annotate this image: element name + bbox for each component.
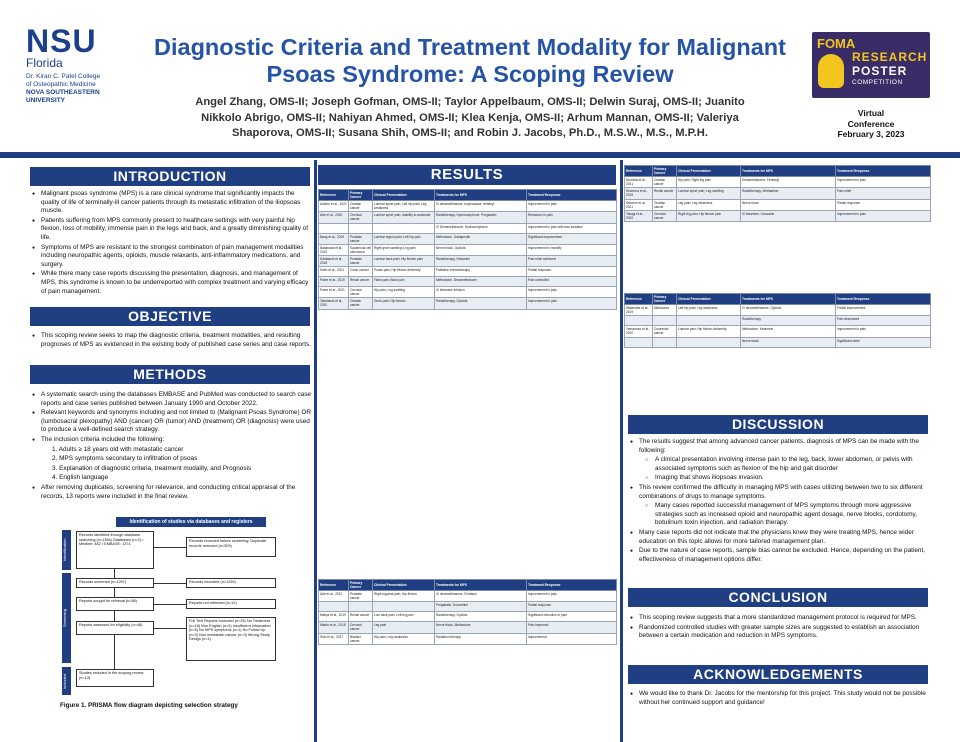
- table-cell: Paine et al., 2019: [319, 277, 349, 287]
- table-cell: Colorectal cancer: [653, 326, 677, 337]
- table-cell: Kahn et al., 2021: [319, 267, 349, 277]
- prisma-box-excluded: Records excluded (n=1239): [186, 578, 276, 588]
- sub-list-item: ○ A clinical presentation involving intense pain to the leg, back, lower abdomen, or pelvis with associated symptoms such as flexion of the hip and gait disorder: [630, 456, 928, 473]
- table-row: [625, 188, 931, 199]
- table-cell: Improvement in pain: [836, 177, 931, 188]
- poster-header: [0, 0, 960, 152]
- discussion-heading: DISCUSSION: [628, 415, 928, 434]
- table-cell: Dexamethasone, Fentanyl: [741, 177, 836, 188]
- table-cell: Radiation therapy: [435, 633, 527, 644]
- introduction-heading: INTRODUCTION: [30, 167, 310, 186]
- table-header-cell: Treatments for MPS: [741, 166, 836, 177]
- table-cell: Paine et al., 2021: [319, 287, 349, 298]
- list-item: ● Symptoms of MPS are resistant to the strongest combination of pain management modalities including neuropathic agents, opioids, muscle relaxants, anti-inflammatory medications, and surgery.: [32, 244, 312, 270]
- list-item: ● A systematic search using the databases EMBASE and PubMed was conducted to search case reports and case series published between January 1990 and October 2022.: [32, 391, 312, 408]
- nsu-college: Dr. Kiran C. Patel College of Osteopathic Medicine NOVA SOUTHEASTERN UNIVERSITY: [26, 73, 101, 104]
- table-row: [625, 305, 931, 316]
- prisma-title: Identification of studies via databases and registers: [116, 517, 266, 527]
- table-header-cell: Clinical Presentation: [677, 294, 741, 305]
- table-cell: Takagi et al., 2020: [625, 210, 653, 221]
- figure-caption: Figure 1. PRISMA flow diagram depicting selection strategy: [60, 702, 238, 709]
- table-row: [319, 287, 617, 298]
- table-cell: Abe et al., 2020: [319, 212, 349, 223]
- table-cell: Psoas pain; Hip flexion deformity: [373, 267, 435, 277]
- table-cell: Lumbar spine pain; Inability to ambulate: [373, 212, 435, 223]
- table-cell: Melanoma: [653, 305, 677, 316]
- foma-mark: FOMA: [817, 36, 856, 51]
- prisma-box-screened: Records screened (n=1297): [76, 578, 154, 588]
- table-cell: Prostate cancer: [349, 255, 373, 266]
- prisma-arrow: [114, 588, 115, 597]
- prisma-arrow: [154, 583, 186, 584]
- table-cell: Shomura et al., 2019: [625, 188, 653, 199]
- table-cell: Lumbar spine pain; Leg swelling: [677, 188, 741, 199]
- results-table-4: [624, 293, 931, 348]
- list-item: ● Malignant psoas syndrome (MPS) is a rare clinical syndrome that significantly impacts the quality of life of terminally-ill cancer patients through its metastatic infiltration of the iliopsoas muscle.: [32, 190, 312, 216]
- sub-list-item: ○ Imaging that shows iliopsoas invasion.: [630, 474, 928, 483]
- table-row: [319, 633, 617, 644]
- table-row: [319, 622, 617, 633]
- list-item: ● Many case reports did not indicate that the physicians knew they were treating MPS, hence wider education on this topic allows for more tailored management plan.: [630, 529, 928, 546]
- prisma-stage-screening: Screening: [62, 573, 71, 663]
- table-header-cell: Reference: [625, 294, 653, 305]
- table-row: [319, 212, 617, 223]
- table-cell: [653, 316, 677, 326]
- list-item: ● The results suggest that among advanced cancer patients, diagnosis of MPS can be made with the following:: [630, 438, 928, 455]
- prisma-stage-identification: Identification: [62, 530, 71, 570]
- table-cell: Improvement in pain: [527, 201, 617, 212]
- results-heading: RESULTS: [318, 165, 616, 185]
- table-cell: [349, 602, 373, 612]
- table-cell: Radiotherapy, Methadone: [741, 188, 836, 199]
- table-header-cell: Clinical Presentation: [373, 190, 435, 201]
- methods-heading: METHODS: [30, 365, 310, 384]
- table-cell: IV ketamine, Lidocaine: [741, 210, 836, 221]
- table-cell: Improvement in pain: [527, 591, 617, 602]
- table-row: [319, 201, 617, 212]
- table-cell: Significant improvement: [527, 233, 617, 244]
- table-header-cell: Reference: [319, 580, 349, 591]
- table-cell: Martin et al., 2018: [319, 622, 349, 633]
- prisma-arrow: [114, 611, 115, 621]
- header-divider: [0, 152, 960, 158]
- table-row: [319, 244, 617, 255]
- table-cell: Cervical cancer: [653, 210, 677, 221]
- prisma-box-fulltext-excluded: Full Text Reports excluded (n=33) No Treatment (n=18) Non English (n=4) Insufficient information (n=5) No MPS symptoms (n=1) No Follow Up (n=0) Non metastatic cancer (n=3) Wrong Study Design (n=1): [186, 617, 276, 661]
- nsu-mark: NSU: [26, 23, 97, 59]
- table-cell: Basanaad et al., 2019: [319, 244, 349, 255]
- list-item: ● The inclusion criteria included the following:: [32, 436, 312, 445]
- table-header-cell: Primary Cancer: [349, 580, 373, 591]
- author-list: Angel Zhang, OMS-II; Joseph Gofman, OMS-II; Taylor Appelbaum, OMS-II; Delwin Suraj, OMS-II; Juanito Nikkolo Abrigo, OMS-II; Nahiyan Ahmed, OMS-II; Klea Kenja, OMS-II; Arhum Mannan, OMS-II; Valeriya Shaporova, OMS-II; Susana Shih, OMS-II; and Robin J. Jacobs, Ph.D., M.S.W., M.S., M.P.H.: [195, 96, 745, 139]
- table-cell: Rectal cancer: [349, 612, 373, 622]
- table-cell: [625, 337, 653, 347]
- table-row: [319, 602, 617, 612]
- table-cell: Improvement in pain: [836, 210, 931, 221]
- table-header-cell: Reference: [625, 166, 653, 177]
- table-header-cell: Treatment Response: [836, 166, 931, 177]
- table-cell: Methadone, Ketamine: [741, 326, 836, 337]
- sub-list-item: ○ Many cases reported successful management of MPS symptoms through more aggressive strategies such as increased opioid and neuropathic agent dosage, nerve blocks, cordotomy, botulinum toxin injection, and radiation therapy.: [630, 502, 928, 528]
- acknowledgements-body: [630, 690, 928, 708]
- table-row: [625, 199, 931, 210]
- table-cell: [373, 223, 435, 233]
- table-cell: Radiotherapy: [741, 316, 836, 326]
- prisma-arrow: [154, 628, 186, 629]
- table-cell: IV dexamethasone, Fentanyl: [435, 591, 527, 602]
- prisma-arrow: [154, 604, 186, 605]
- list-item: ● This scoping review suggests that a more standardized management protocol is required for MPS.: [630, 614, 928, 623]
- objective-heading: OBJECTIVE: [30, 307, 310, 326]
- criteria-item: 4. English language: [52, 474, 109, 482]
- table-cell: Leg pain: [373, 622, 435, 633]
- prisma-arrow: [114, 569, 115, 578]
- table-cell: Karabachi et al., 2018: [319, 255, 349, 266]
- prisma-box-identified: Records identified through database searching (n=1356) Databases (n=2) • Medline: 482 • EMBASE: 1374: [76, 531, 154, 569]
- table-row: [319, 612, 617, 622]
- table-cell: Pain controlled: [527, 277, 617, 287]
- table-cell: Cervical cancer: [349, 287, 373, 298]
- conclusion-heading: CONCLUSION: [628, 588, 928, 607]
- conclusion-body: [630, 614, 928, 642]
- table-cell: Shin et al., 2017: [319, 633, 349, 644]
- nsu-logo: [26, 23, 134, 105]
- table-cell: Partial response: [836, 199, 931, 210]
- prisma-arrow: [154, 547, 186, 548]
- table-cell: Lumbar back pain; Hip flexion pain: [373, 255, 435, 266]
- table-cell: Radiotherapy, Opioids: [435, 298, 527, 309]
- table-cell: [373, 602, 435, 612]
- table-row: [625, 210, 931, 221]
- table-cell: Mallya et al., 2019: [319, 612, 349, 622]
- table-cell: Pain relief: [836, 188, 931, 199]
- table-header-cell: Treatment Response: [527, 580, 617, 591]
- table-cell: Low back pain; Left leg pain: [373, 612, 435, 622]
- column-divider: [314, 160, 317, 742]
- table-cell: Left hip pain; Leg weakness: [677, 305, 741, 316]
- results-table-1: [318, 189, 617, 310]
- table-header-cell: Clinical Presentation: [677, 166, 741, 177]
- table-row: [625, 326, 931, 337]
- table-cell: Nerve block, Methadone: [435, 622, 527, 633]
- table-cell: Right leg pain; Hip flexion pain: [677, 210, 741, 221]
- table-cell: [677, 337, 741, 347]
- prisma-box-duplicates: Records removed before screening: Duplicate records removed (n=309): [186, 537, 276, 557]
- table-cell: Hip pain; Leg swelling: [373, 287, 435, 298]
- criteria-item: 1. Adults ≥ 18 years old with metastatic cancer: [52, 445, 184, 453]
- table-cell: [319, 223, 349, 233]
- list-item: ● While there many case reports discussing the presentation, diagnosis, and management of MPS, this syndrome is known to be underreported with complex treatment and varying efficacy of pain management.: [32, 270, 312, 296]
- table-row: [319, 255, 617, 266]
- table-cell: Palliative chemotherapy: [435, 267, 527, 277]
- table-cell: Nuchida et al., 2021: [625, 177, 653, 188]
- table-cell: Partial response: [527, 267, 617, 277]
- table-cell: Nerve block: [741, 337, 836, 347]
- table-cell: Adamu et al., 2021: [319, 201, 349, 212]
- table-cell: Improvement in mobility: [527, 244, 617, 255]
- table-header-cell: Primary Cancer: [653, 166, 677, 177]
- table-cell: Improvement in pain: [836, 326, 931, 337]
- column-divider: [620, 160, 623, 742]
- table-cell: Ovarian cancer: [349, 201, 373, 212]
- table-cell: IV dexamethasone, bupivacaine, fentanyl: [435, 201, 527, 212]
- foma-competition-logo: FOMA RESEARCH POSTER COMPETITION: [812, 32, 930, 98]
- table-cell: Prostate cancer: [349, 591, 373, 602]
- prisma-arrow: [114, 635, 115, 669]
- list-item: ● Patients suffering from MPS commonly present to healthcare settings with very painful hip flexion, loss of mobility, immense pain in the legs and back, and a greatly diminishing quality of life.: [32, 217, 312, 243]
- table-cell: Prostate cancer: [349, 233, 373, 244]
- table-cell: Watanabe et al., 2019: [625, 305, 653, 316]
- conference-info: Virtual Conference February 3, 2023: [837, 108, 905, 139]
- table-cell: Reduction in pain: [527, 212, 617, 223]
- table-cell: Radiotherapy, Ketamine: [435, 255, 527, 266]
- list-item: ● Relevant keywords and synonyms including and not limited to (Malignant Psoas Syndrome) OR (lumbosacral plexopathy) AND (cancer) OR (tumor) AND (treatment) OR (diagnosis) were used to produce a well-defined search strategy.: [32, 409, 312, 435]
- objective-body: [32, 332, 312, 350]
- table-header-cell: Primary Cancer: [349, 190, 373, 201]
- table-cell: [319, 602, 349, 612]
- table-cell: Improvement in pain with less sedation: [527, 223, 617, 233]
- table-cell: Hip pain; Leg weakness: [373, 633, 435, 644]
- list-item: ● This scoping review seeks to map the diagnostic criteria, treatment modalities, and resulting prognoses of MPS as evidenced in the existing body of published case series and case reports.: [32, 332, 312, 349]
- table-cell: IV ketamine infusion: [435, 287, 527, 298]
- table-cell: Groin pain; Hip flexion: [373, 298, 435, 309]
- table-cell: Leg pain; Leg weakness: [677, 199, 741, 210]
- table-header-cell: Clinical Presentation: [373, 580, 435, 591]
- list-item: ● Due to the nature of case reports, sample bias cannot be excluded. Hence, depending on the patient, effectiveness of management options differ.: [630, 547, 928, 564]
- table-row: [625, 337, 931, 347]
- table-cell: Bladder cancer: [349, 633, 373, 644]
- table-header-cell: Primary Cancer: [653, 294, 677, 305]
- table-row: [319, 591, 617, 602]
- table-cell: Pain relief achieved: [527, 255, 617, 266]
- table-cell: Pregabalin, Duloxetine: [435, 602, 527, 612]
- table-header-cell: Treatment Response: [836, 294, 931, 305]
- table-row: [319, 233, 617, 244]
- table-cell: Cervical cancer: [349, 212, 373, 223]
- table-header-cell: Reference: [319, 190, 349, 201]
- acknowledgements-heading: ACKNOWLEDGEMENTS: [628, 665, 928, 684]
- results-table-2: [318, 579, 617, 645]
- prisma-box-included: Studies included in the scoping review (n=13): [76, 669, 154, 687]
- introduction-body: [32, 190, 312, 297]
- table-cell: Flank pain; Back pain: [373, 277, 435, 287]
- table-cell: Squamous cell carcinoma: [350, 245, 371, 254]
- list-item: ● After removing duplicates, screening for relevance, and conducting critical appraisal of the records, 13 reports were included in the final review.: [32, 484, 312, 501]
- criteria-item: 2. MPS symptoms secondary to infiltration of psoas: [52, 455, 198, 463]
- table-cell: Significant reduction in pain: [527, 612, 617, 622]
- table-cell: Lumbar pain; Hip flexion deformity: [677, 326, 741, 337]
- table-cell: Partial response: [527, 602, 617, 612]
- prisma-box-eligibility: Reports assessed for eligibility (n=46): [76, 621, 154, 635]
- table-cell: Ovarian cancer: [349, 298, 373, 309]
- table-cell: Colon cancer: [349, 267, 373, 277]
- table-cell: Pain decreased: [836, 316, 931, 326]
- criteria-item: 3. Explanation of diagnostic criteria, treatment modality, and Prognosis: [52, 464, 252, 472]
- table-cell: Pain improved: [527, 622, 617, 633]
- lightbulb-icon: [818, 54, 844, 88]
- prisma-box-not-retrieved: Reports not retrieved (n=12): [186, 599, 276, 609]
- table-cell: Right groin swelling; Leg pain: [373, 244, 435, 255]
- table-cell: Methadone, Dexamethasone: [435, 277, 527, 287]
- table-cell: Radiotherapy, Hydromorphone, Pregabalin: [435, 212, 527, 223]
- table-cell: Lumbar spine pain; Left hip pain; Leg weakness: [373, 201, 435, 212]
- table-cell: Lumbar region pain; Left hip pain: [373, 233, 435, 244]
- list-item: ● This review confirmed the difficulty in managing MPS with cases utilizing between two to six different combinations of drugs to manage symptoms.: [630, 484, 928, 501]
- table-cell: [625, 316, 653, 326]
- table-cell: Right inguinal pain; Hip flexion: [373, 591, 435, 602]
- table-cell: Cervical cancer: [349, 622, 373, 633]
- table-cell: Improvement in pain: [527, 287, 617, 298]
- table-cell: Ovarian cancer: [653, 177, 677, 188]
- poster-title: Diagnostic Criteria and Treatment Modality for Malignant Psoas Syndrome: A Scoping Review: [154, 34, 786, 87]
- table-header-cell: Treatment Response: [527, 190, 617, 201]
- table-cell: Yamamoto et al., 2020: [625, 326, 653, 337]
- table-header-cell: Treatments for MPS: [435, 190, 527, 201]
- table-row: [319, 267, 617, 277]
- table-cell: Rectal cancer: [349, 277, 373, 287]
- table-cell: Stevens et al., 2021: [625, 199, 653, 210]
- table-cell: IV Dexamethasone, Hydromorphone: [435, 223, 527, 233]
- table-cell: Methadone, Gabapentin: [435, 233, 527, 244]
- table-cell: Improvement in pain: [527, 298, 617, 309]
- table-cell: [677, 316, 741, 326]
- list-item: ● We would like to thank Dr. Jacobs for the mentorship for this project. This study would not be possible without her continued support and guidance!: [630, 690, 928, 707]
- table-cell: IV dexamethasone, Opioids: [741, 305, 836, 316]
- table-cell: [349, 223, 373, 233]
- table-cell: Ovarian cancer: [653, 199, 677, 210]
- table-cell: Partial improvement: [836, 305, 931, 316]
- table-row: [319, 277, 617, 287]
- table-row: [319, 223, 617, 233]
- table-header-cell: Treatments for MPS: [741, 294, 836, 305]
- prisma-flow-diagram: [62, 517, 280, 697]
- nsu-region: Florida: [26, 56, 63, 70]
- table-cell: Improvement: [527, 633, 617, 644]
- results-table-3: [624, 165, 931, 222]
- table-cell: Takahashi et al., 2020: [319, 298, 349, 309]
- prisma-stage-included: Included: [62, 667, 71, 695]
- table-cell: Nerve block, Opioids: [435, 244, 527, 255]
- table-row: [625, 316, 931, 326]
- table-row: [625, 177, 931, 188]
- list-item: ● Randomized controlled studies with greater sample sizes are suggested to establish an association between a certain medication and reduction in MPS symptoms.: [630, 624, 928, 641]
- discussion-body: [630, 438, 928, 565]
- table-cell: Bang et al., 2019: [319, 233, 349, 244]
- table-cell: Rectal cancer: [653, 188, 677, 199]
- prisma-box-retrieval: Reports sought for retrieval (n=58): [76, 597, 154, 611]
- table-cell: Significant relief: [836, 337, 931, 347]
- table-header-cell: Treatments for MPS: [435, 580, 527, 591]
- table-row: [319, 298, 617, 309]
- methods-body: [32, 391, 312, 502]
- table-cell: Nerve block: [741, 199, 836, 210]
- table-cell: Hip pain; Right leg pain: [677, 177, 741, 188]
- table-cell: Radiotherapy, Opioids: [435, 612, 527, 622]
- table-cell: Abe et al., 2021: [319, 591, 349, 602]
- table-cell: [653, 337, 677, 347]
